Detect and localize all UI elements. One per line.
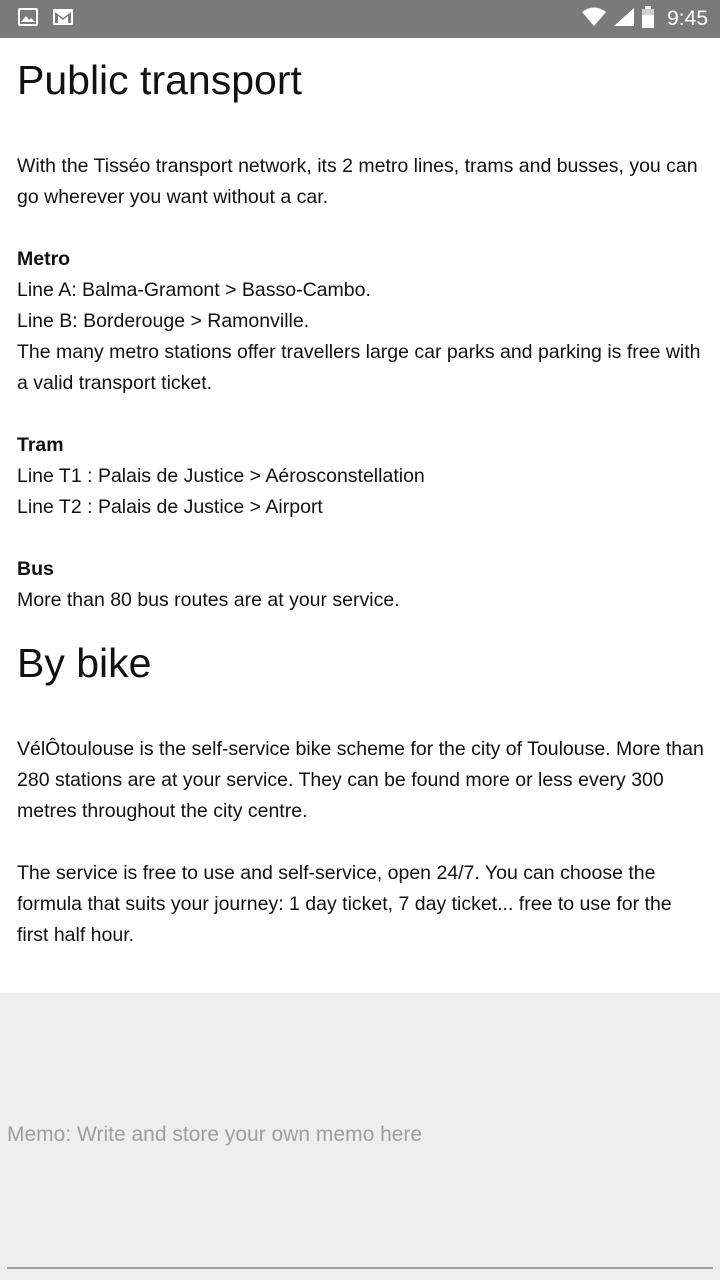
bus-text: More than 80 bus routes are at your service. [17, 589, 400, 611]
clock: 9:45 [667, 7, 708, 30]
transport-intro: With the Tisséo transport network, its 2 metro lines, trams and busses, you can go wherever you want without a car. [17, 155, 698, 208]
tram-line-t2: Line T2 : Palais de Justice > Airport [17, 496, 323, 518]
metro-line-a: Line A: Balma-Gramont > Basso-Cambo. [17, 279, 371, 301]
image-icon [18, 8, 38, 31]
metro-heading: Metro [17, 248, 71, 270]
public-transport-title: Public transport [17, 57, 302, 103]
battery-icon [641, 6, 655, 33]
by-bike-title: By bike [17, 640, 152, 686]
bike-paragraph-1: VélÔtoulouse is the self-service bike scheme for the city of Toulouse. More than 280 stations are at your service. They can be found more or less every 300 metres throughout the city centre. [17, 738, 704, 822]
metro-section [17, 244, 707, 399]
article-content [17, 38, 707, 951]
metro-note: The many metro stations offer travellers large car parks and parking is free with a valid transport ticket. [17, 341, 701, 394]
bike-paragraph-2: The service is free to use and self-service, open 24/7. You can choose the formula that suits your journey: 1 day ticket, 7 day ticket... free to use for the first half hour. [17, 862, 672, 946]
memo-input[interactable] [0, 993, 720, 1280]
metro-line-b: Line B: Borderouge > Ramonville. [17, 310, 310, 332]
memo-placeholder: Memo: Write and store your own memo here [7, 1123, 423, 1146]
wifi-icon [581, 7, 607, 32]
memo-underline [7, 1267, 713, 1269]
gmail-icon [52, 8, 74, 31]
tram-line-t1: Line T1 : Palais de Justice > Aérosconstellation [17, 465, 425, 487]
bus-heading: Bus [17, 558, 54, 580]
tram-heading: Tram [17, 434, 64, 456]
signal-icon [613, 7, 635, 32]
status-bar [0, 0, 720, 38]
tram-section [17, 430, 707, 523]
bus-section [17, 554, 707, 616]
